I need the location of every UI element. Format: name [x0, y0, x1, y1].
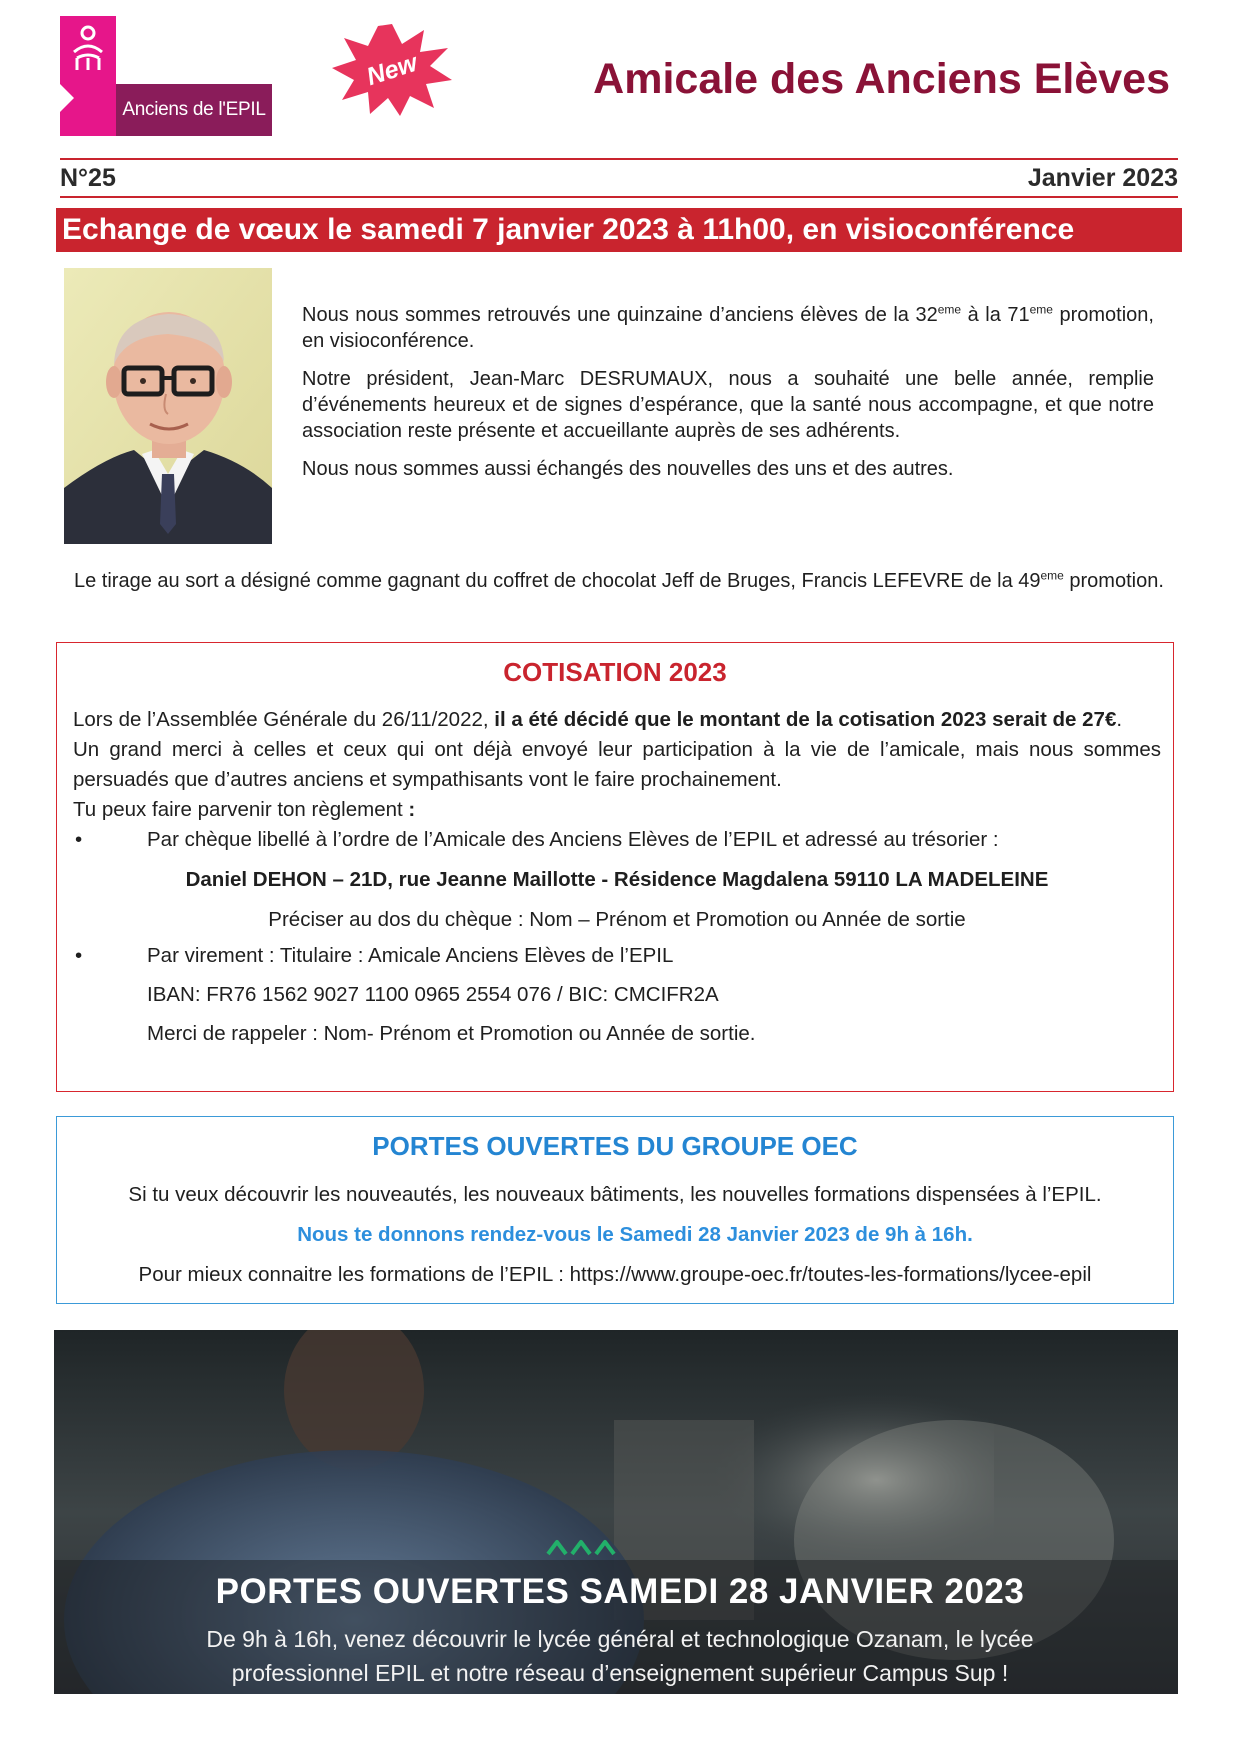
- draw-text: promotion.: [1063, 570, 1164, 592]
- intro-paragraph-2: Notre président, Jean-Marc DESRUMAUX, nous a souhaité une belle année, remplie d’événements heureux et de signes d’espérance, que la santé nous accompagne, et que notre association reste présente et accueillante auprès de ses adhérents.: [302, 368, 1154, 442]
- superscript: eme: [1029, 302, 1053, 317]
- bullet-icon: •: [75, 944, 83, 967]
- president-portrait: [64, 268, 272, 544]
- portes-ouvertes-box: [56, 1116, 1174, 1304]
- banner-title: Echange de vœux le samedi 7 janvier 2023 à 11h00, en visioconférence: [62, 213, 1075, 246]
- cheque-note: Préciser au dos du chèque : Nom – Prénom et Promotion ou Année de sortie: [268, 908, 966, 931]
- superscript: eme: [937, 302, 962, 317]
- page-title: Amicale des Anciens Elèves: [593, 55, 1170, 103]
- promo-text-line-1: De 9h à 16h, venez découvrir le lycée général et technologique Ozanam, le lycée: [206, 1626, 1034, 1652]
- decision-amount: il a été décidé que le montant de la cotisation 2023 serait de 27€: [494, 708, 1117, 731]
- payment-intro-colon: :: [408, 798, 416, 821]
- cotisation-box: [56, 642, 1174, 1092]
- issue-number: N°25: [60, 164, 116, 192]
- draw-text: Le tirage au sort a désigné comme gagnant du coffret de chocolat Jeff de Bruges, Francis LEFEVRE de la 49: [74, 570, 1041, 592]
- portrait-illustration: [64, 268, 272, 544]
- section-banner: [56, 208, 1182, 252]
- cotisation-thanks: Un grand merci à celles et ceux qui ont déjà envoyé leur participation à la vie de l’amicale, mais nous sommes persuadés que d’autres anciens et sympathisants vont le faire prochainement.: [73, 738, 1161, 791]
- payment-intro-text: Tu peux faire parvenir ton règlement: [73, 798, 409, 821]
- promo-heading: PORTES OUVERTES SAMEDI 28 JANVIER 2023: [215, 1572, 1025, 1611]
- cotisation-payment-intro: [73, 795, 1161, 825]
- intro-p1-text: promotion, en visioconférence.: [302, 304, 1154, 352]
- portes-ouvertes-title: PORTES OUVERTES DU GROUPE OEC: [372, 1131, 858, 1161]
- intro-p1-text: à la 71: [961, 304, 1030, 326]
- iban-line: IBAN: FR76 1562 9027 1100 0965 2554 076 / BIC: CMCIFR2A: [147, 983, 719, 1006]
- header-rule-bottom: [60, 196, 1178, 198]
- portes-ouvertes-link-line[interactable]: Pour mieux connaitre les formations de l’EPIL : https://www.groupe-oec.fr/toutes-les-formations/lycee-epil: [138, 1263, 1092, 1286]
- intro-text: [302, 302, 1154, 494]
- portes-ouvertes-date: Nous te donnons rendez-vous le Samedi 28 Janvier 2023 de 9h à 16h.: [297, 1223, 973, 1246]
- issue-row: [60, 164, 1178, 193]
- cheque-text: Par chèque libellé à l’ordre de l’Amicale des Anciens Elèves de l’EPIL et adressé au trésorier :: [147, 828, 999, 851]
- header-rule-top: [60, 158, 1178, 160]
- draw-paragraph: [74, 568, 1164, 594]
- treasurer-address: Daniel DEHON – 21D, rue Jeanne Maillotte - Résidence Magdalena 59110 LA MADELEINE: [185, 868, 1049, 891]
- oec-logo-icon: [546, 1536, 624, 1558]
- logo-notch: [60, 84, 74, 112]
- portes-ouvertes-intro: Si tu veux découvrir les nouveautés, les nouveaux bâtiments, les nouvelles formations dispensées à l’EPIL.: [128, 1183, 1102, 1206]
- cheque-bullet: [73, 825, 1161, 855]
- decision-end: .: [1116, 708, 1123, 731]
- cotisation-decision: [73, 705, 1161, 735]
- cotisation-title: COTISATION 2023: [503, 657, 727, 687]
- new-badge: [330, 22, 454, 118]
- new-badge-label: New: [363, 48, 421, 91]
- logo-mark-icon: [68, 24, 108, 74]
- logo-text: Anciens de l'EPIL: [116, 84, 272, 136]
- virement-note: Merci de rappeler : Nom- Prénom et Promotion ou Année de sortie.: [147, 1022, 756, 1045]
- promo-text: [0, 1622, 1240, 1690]
- bullet-icon: •: [75, 828, 83, 851]
- intro-p1-text: Nous nous sommes retrouvés une quinzaine d’anciens élèves de la 32: [302, 304, 938, 326]
- virement-bullet: [73, 941, 1161, 971]
- intro-paragraph-3: Nous nous sommes aussi échangés des nouvelles des uns et des autres.: [302, 458, 954, 480]
- decision-text: Lors de l’Assemblée Générale du 26/11/2022,: [73, 708, 495, 731]
- cotisation-body: [73, 705, 1161, 1049]
- promo-text-line-2: professionnel EPIL et notre réseau d’enseignement supérieur Campus Sup !: [231, 1660, 1009, 1686]
- virement-text: Par virement : Titulaire : Amicale Anciens Elèves de l’EPIL: [147, 944, 674, 967]
- intro-paragraph-1: [302, 302, 1154, 354]
- issue-date: Janvier 2023: [1027, 164, 1178, 192]
- superscript: eme: [1040, 568, 1064, 583]
- epil-logo: [60, 16, 272, 136]
